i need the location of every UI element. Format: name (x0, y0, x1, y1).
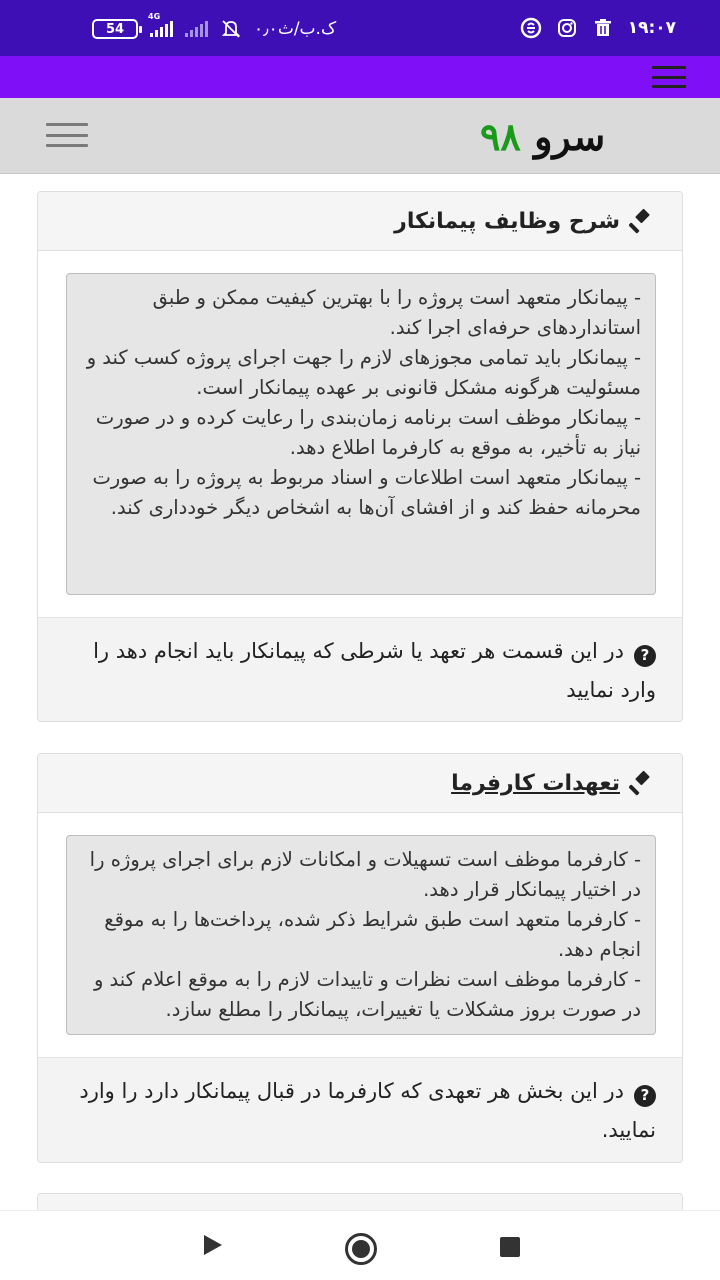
question-circle-icon: ? (634, 1085, 656, 1107)
obligation-paragraph: - کارفرما موظف است تسهیلات و امکانات لازم برای اجرای پروژه را در اختیار پیمانکار قرار دهد. (89, 848, 641, 901)
status-bar (0, 0, 720, 56)
card-header (38, 192, 682, 251)
card-hint (38, 1057, 682, 1162)
app-bar (0, 56, 720, 98)
duty-paragraph: - پیمانکار موظف است برنامه زمان‌بندی را رعایت کرده و در صورت نیاز به تأخیر، به موقع به کارفرما اطلاع دهد. (95, 406, 641, 459)
clock: ۱۹:۰۷ (627, 18, 676, 38)
duty-paragraph: - پیمانکار متعهد است اطلاعات و اسناد مربوط به پروژه را به صورت محرمانه حفظ کند و از افشای آن‌ها به اشخاص دیگر خودداری کند. (92, 466, 641, 519)
menu-icon[interactable] (652, 66, 686, 88)
card-hint (38, 617, 682, 721)
hint-text: در این قسمت هر تعهد یا شرطی که پیمانکار باید انجام دهد را وارد نمایید (93, 639, 656, 702)
card-title[interactable]: تعهدات کارفرما (451, 770, 620, 796)
site-navbar (0, 98, 720, 174)
app-e-icon (520, 17, 542, 39)
muted-bell-icon (220, 18, 242, 40)
network-tag: 4G (148, 12, 161, 21)
card-body (38, 251, 682, 617)
duty-paragraph: - پیمانکار متعهد است پروژه را با بهترین کیفیت ممکن و طبق استانداردهای حرفه‌ای اجرا کند. (152, 286, 641, 339)
brand-number: ۹۸ (480, 114, 521, 159)
network-speed: ۰٫۰ک.ب/ث (254, 19, 337, 39)
battery-level: 54 (105, 21, 125, 37)
recents-square-icon[interactable] (500, 1237, 520, 1257)
duty-paragraph: - پیمانکار باید تمامی مجوزهای لازم را جهت اجرای پروژه کسب کند و مسئولیت هرگونه مشکل قانونی بر عهده پیمانکار است. (86, 346, 641, 399)
brand-text: سرو (534, 114, 606, 159)
hint-text: در این بخش هر تعهدی که کارفرما در قبال پیمانکار دارد را وارد نمایید. (79, 1079, 656, 1142)
gavel-icon (628, 207, 656, 235)
card-title: شرح وظایف پیمانکار (394, 208, 620, 234)
trash-icon (592, 17, 614, 39)
card-header (38, 754, 682, 813)
brand-logo[interactable] (480, 114, 605, 159)
obligation-paragraph: - کارفرما موظف است نظرات و تاییدات لازم را به موقع اعلام کند و در صورت بروز مشکلات یا تغییرات، پیمانکار را مطلع سازد. (93, 968, 641, 1021)
signal-4g-icon (148, 12, 173, 37)
back-triangle-icon[interactable] (204, 1235, 222, 1255)
card-body (38, 813, 682, 1057)
navbar-toggle-icon[interactable] (46, 123, 88, 147)
employer-obligations-card (37, 753, 683, 1163)
signal-icon (185, 21, 208, 37)
gavel-icon (628, 769, 656, 797)
employer-obligations-textarea[interactable] (66, 835, 656, 1035)
contractor-duties-textarea[interactable] (66, 273, 656, 595)
instagram-icon (556, 17, 578, 39)
status-right (520, 16, 676, 40)
question-circle-icon: ? (634, 645, 656, 667)
contractor-duties-card (37, 191, 683, 722)
status-left (92, 12, 337, 41)
obligation-paragraph: - کارفرما متعهد است طبق شرایط ذکر شده، پرداخت‌ها را به موقع انجام دهد. (104, 908, 641, 961)
battery-icon (92, 19, 138, 39)
home-circle-icon[interactable] (345, 1233, 377, 1265)
system-nav-bar (0, 1210, 720, 1280)
